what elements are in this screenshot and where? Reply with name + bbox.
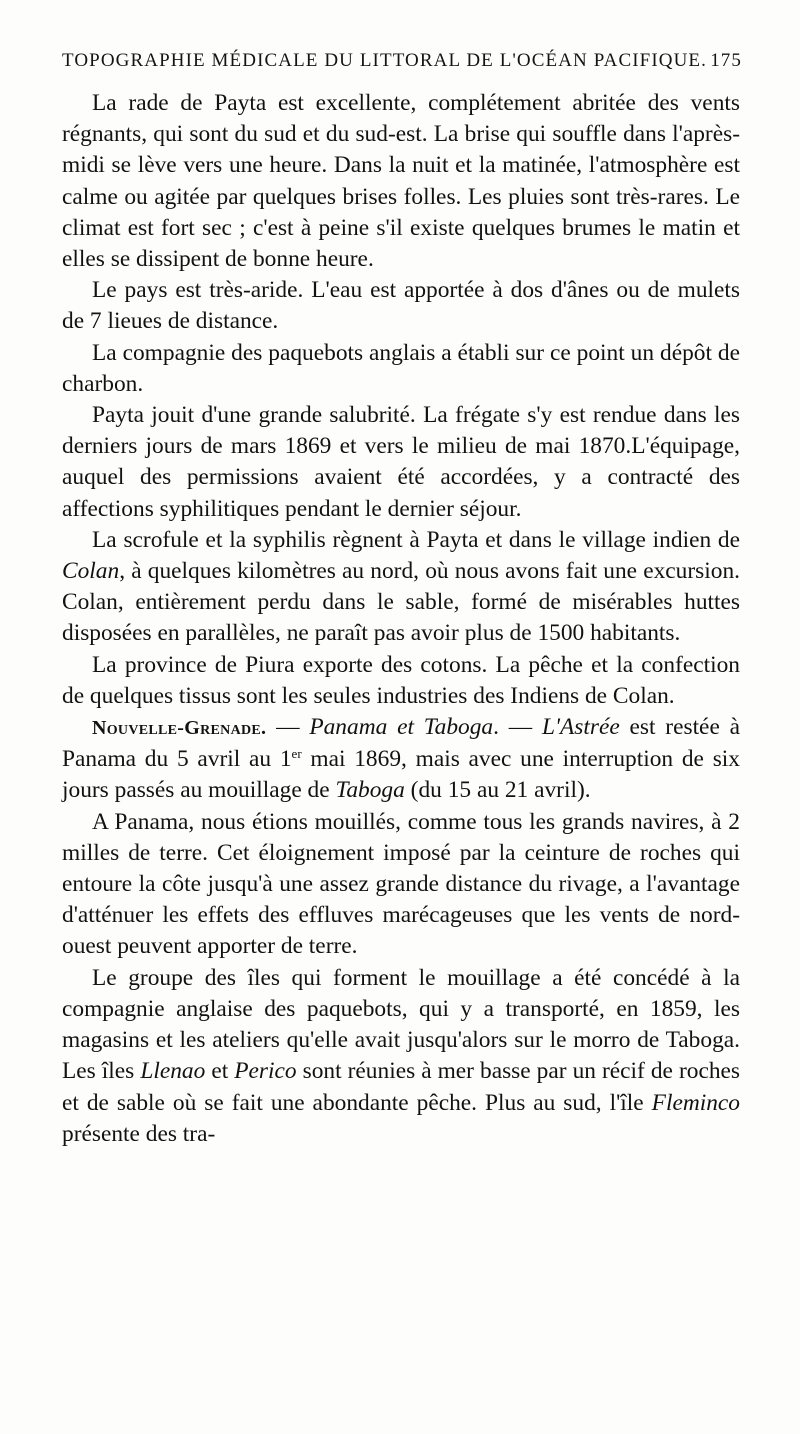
text-run: sont réunies à mer basse par un récif de roches et de sable où se fait une abondante pêche. Plus au sud, l'île <box>62 1058 741 1116</box>
text-run: (du 15 au 21 avril). <box>404 777 591 804</box>
paragraph-scrofule-syphilis <box>62 525 740 650</box>
page-number: 175 <box>710 50 742 71</box>
paragraph-nouvelle-grenade <box>62 712 740 807</box>
place-name-fleminco: Fleminco <box>651 1089 740 1116</box>
text-run: est restée à Panama du 5 avril au 1 <box>62 714 741 773</box>
text-run: . — <box>493 714 542 741</box>
section-label: Nouvelle-Grenade. <box>92 717 267 740</box>
running-title: TOPOGRAPHIE MÉDICALE DU LITTORAL DE L'OCÉAN PACIFIQUE. <box>62 50 707 71</box>
place-name-colan: Colan <box>62 558 120 585</box>
text-run: — <box>266 714 310 741</box>
text-run: mai 1869, mais avec une interruption de six jours passés au mouillage de <box>62 746 740 804</box>
body-text <box>62 88 740 1150</box>
text-run: et <box>205 1058 235 1085</box>
paragraph-payta-salubrite: Payta jouit d'une grande salubrité. La frégate s'y est rendue dans les derniers jours de mars 1869 et vers le milieu de mai 1870.L'équipage, auquel des permissions avaient été accordées, y a contracté des affections syphilitiques pendant le dernier séjour. <box>62 402 740 522</box>
paragraph-paquebots-charbon: La compagnie des paquebots anglais a établi sur ce point un dépôt de charbon. <box>62 339 740 397</box>
text-run: , à quelques kilomètres au nord, où nous avons fait une excursion. Colan, entièrement perdu dans le sable, formé de misérables huttes disposées en parallèles, ne paraît pas avoir plus de 1500 habitants. <box>62 558 740 647</box>
place-name-llenao: Llenao <box>140 1058 206 1085</box>
paragraph-piura: La province de Piura exporte des cotons. La pêche et la confection de quelques tissus sont les seules industries des Indiens de Colan. <box>62 651 740 709</box>
ship-name: L'Astrée <box>541 714 620 741</box>
paragraph-panama-mouillage: A Panama, nous étions mouillés, comme tous les grands navires, à 2 milles de terre. Cet éloignement imposé par la ceinture de roches qui entoure la côte jusqu'à une assez grande distance du rivage, a l'avantage d'atténuer les effets des effluves marécageuses que les vents de nord-ouest peuvent apporter de terre. <box>62 808 740 960</box>
place-name-taboga: Taboga <box>335 777 405 804</box>
paragraph-payta-aride: Le pays est très-aride. L'eau est apportée à dos d'ânes ou de mulets de 7 lieues de distance. <box>62 277 740 335</box>
text-run: La scrofule et la syphilis règnent à Payta et dans le village indien de <box>92 526 740 553</box>
place-name-perico: Perico <box>234 1058 297 1085</box>
running-header <box>62 50 742 90</box>
section-title: Panama et Taboga <box>309 714 494 741</box>
text-run: Le groupe des îles qui forment le mouillage a été concédé à la compagnie anglaise des paquebots, qui y a transporté, en 1859, les magasins et les ateliers qu'elle avait jusqu'alors sur le morro de Taboga. Les îles <box>62 964 740 1085</box>
text-run: présente des tra- <box>62 1120 216 1147</box>
superscript: er <box>291 746 302 762</box>
paragraph-groupe-iles <box>62 963 740 1150</box>
paragraph-payta-rade: La rade de Payta est excellente, complétement abritée des vents régnants, qui sont du sud et du sud-est. La brise qui souffle dans l'après-midi se lève vers une heure. Dans la nuit et la matinée, l'atmosphère est calme ou agitée par quelques brises folles. Les pluies sont très-rares. Le climat est fort sec ; c'est à peine s'il existe quelques brumes le matin et elles se dissipent de bonne heure. <box>62 90 740 273</box>
